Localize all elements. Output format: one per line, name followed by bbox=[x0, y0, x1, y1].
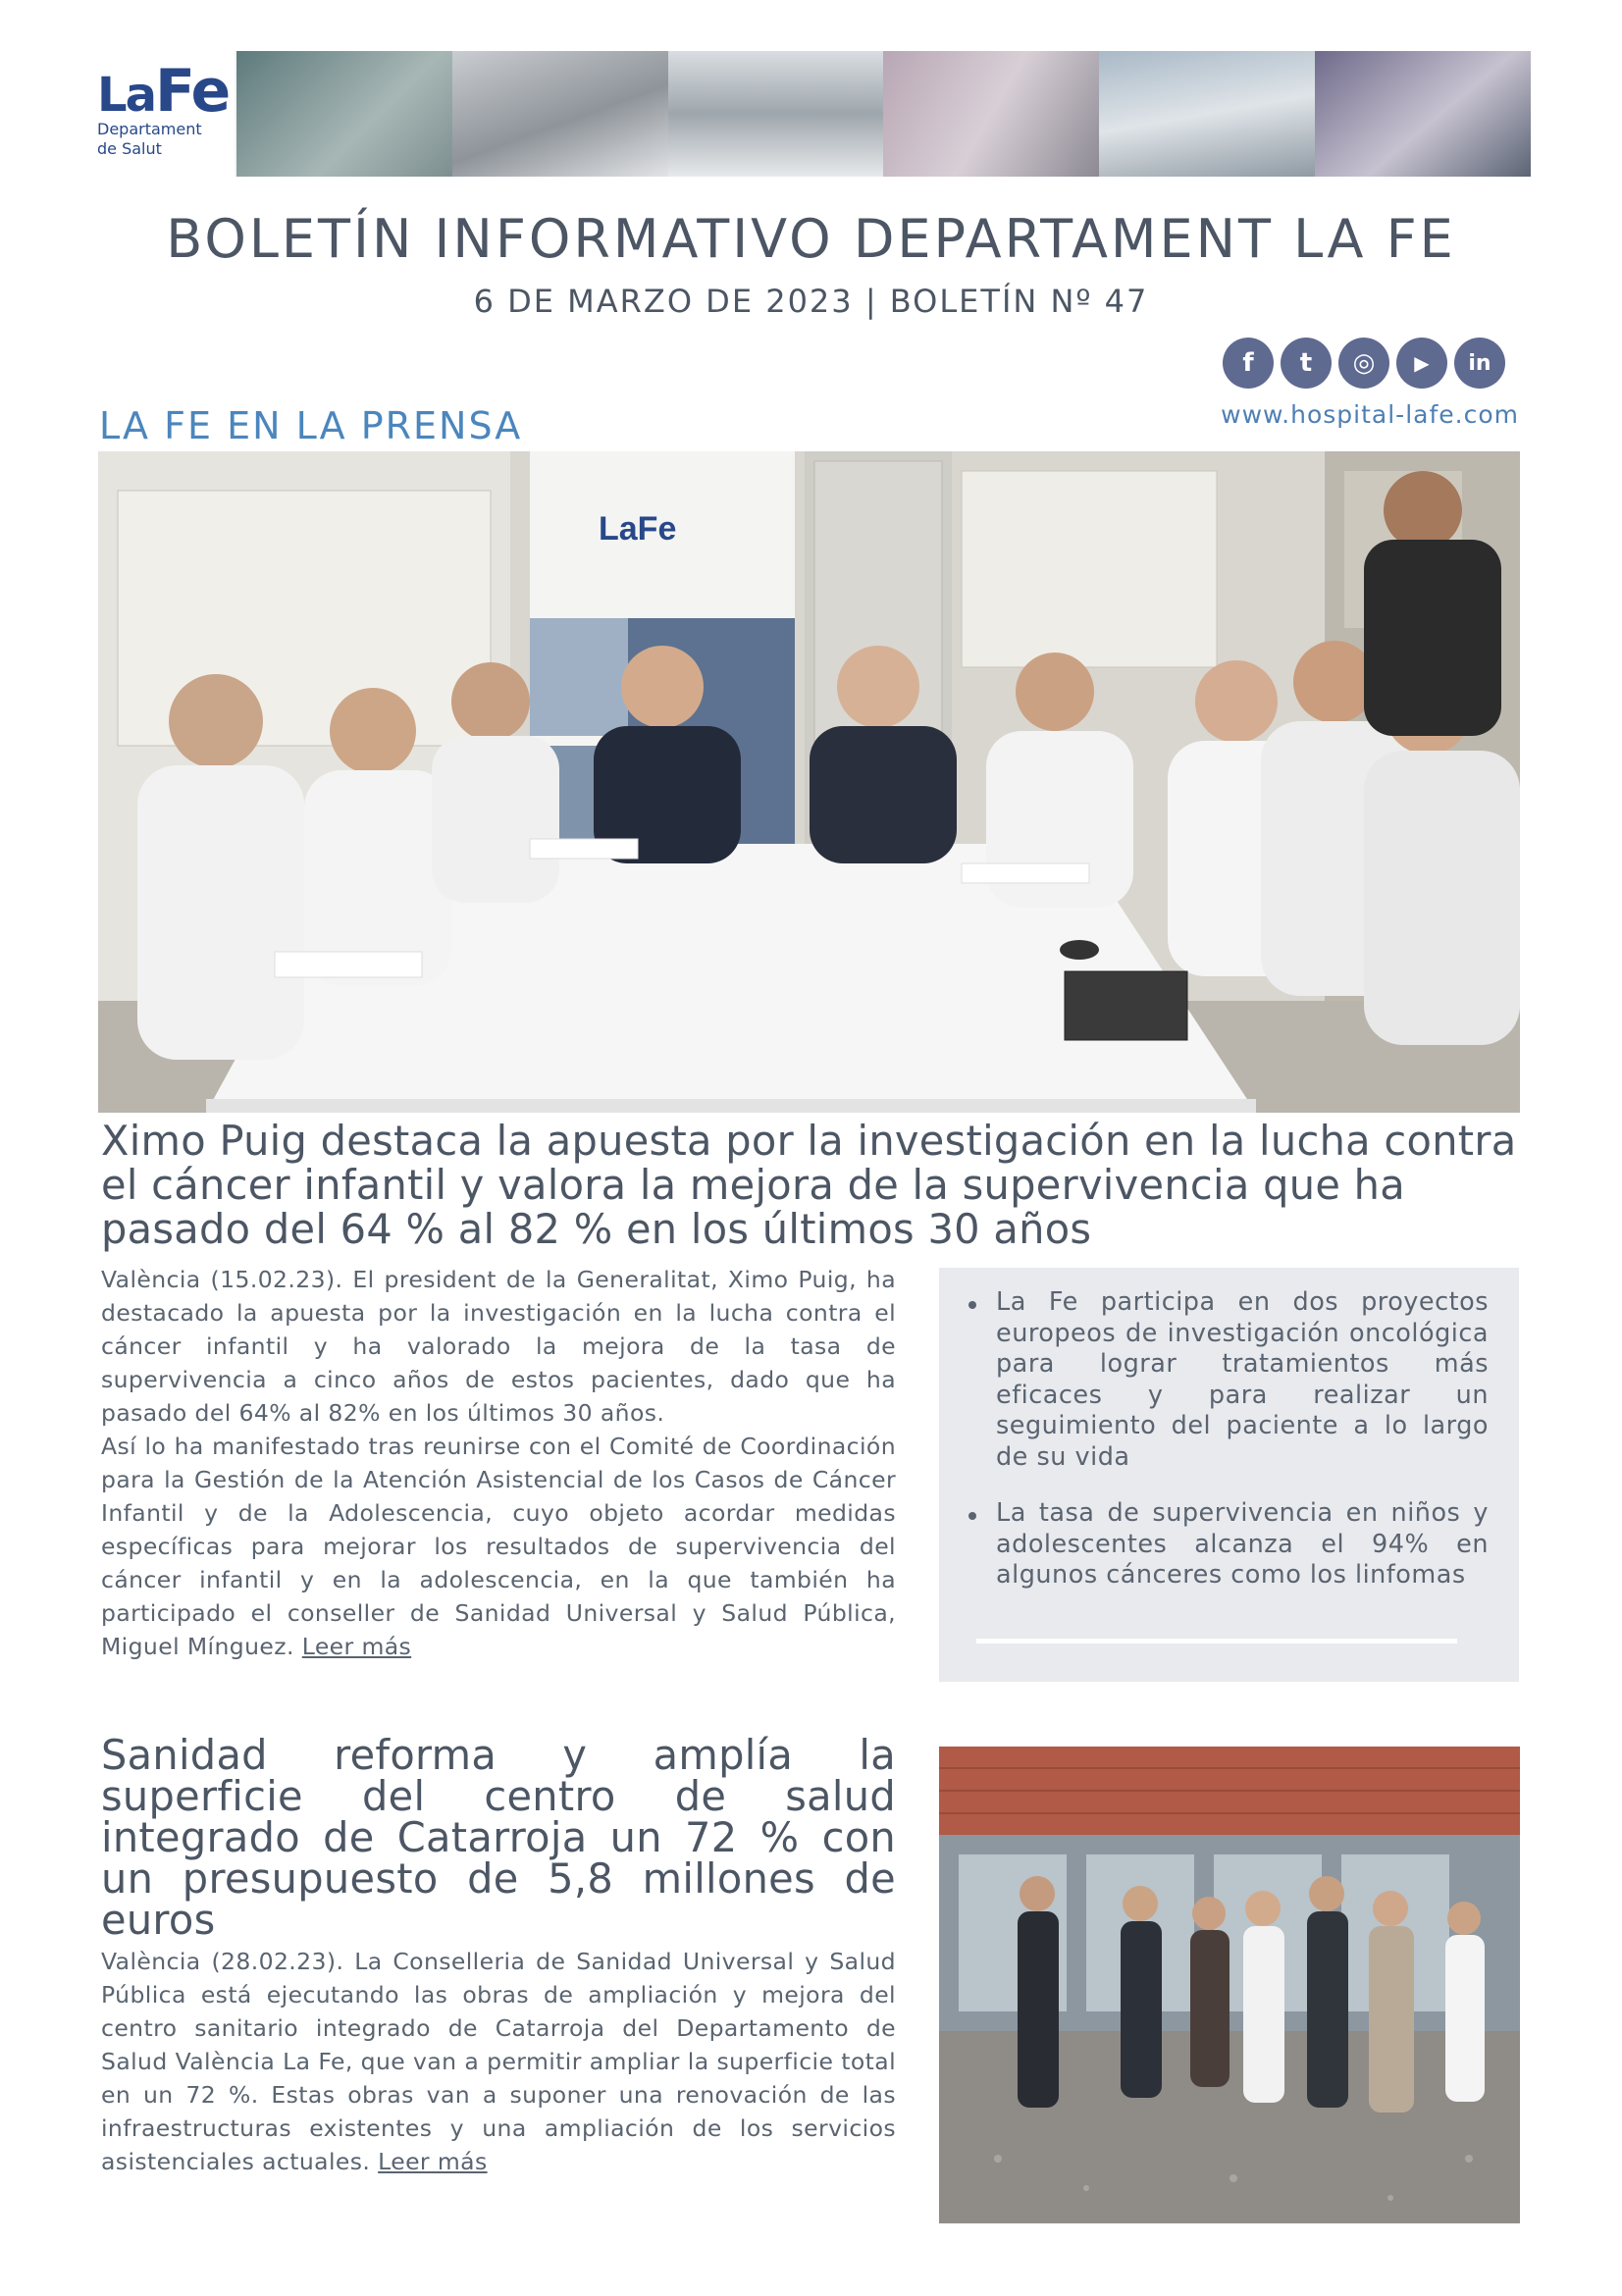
article2-body bbox=[101, 1945, 896, 2178]
banner-photo-surgery bbox=[236, 51, 452, 177]
la-fe-logo[interactable] bbox=[78, 51, 235, 177]
article1-highlights-box bbox=[939, 1268, 1519, 1682]
section-heading: LA FE EN LA PRENSA bbox=[99, 404, 523, 447]
logo-la-text: La bbox=[97, 68, 155, 123]
page-title: BOLETÍN INFORMATIVO DEPARTAMENT LA FE bbox=[166, 208, 1456, 270]
banner-photo-hospital-building bbox=[1099, 51, 1315, 177]
article2-read-more-link[interactable]: Leer más bbox=[378, 2148, 488, 2175]
instagram-icon[interactable]: ◎ bbox=[1338, 338, 1389, 389]
highlights-divider bbox=[976, 1639, 1457, 1644]
banner-photo-lab bbox=[1315, 51, 1531, 177]
highlight-item bbox=[968, 1498, 1489, 1592]
article1-paragraph2 bbox=[101, 1430, 896, 1663]
linkedin-icon[interactable]: in bbox=[1454, 338, 1505, 389]
highlight-item bbox=[968, 1287, 1489, 1473]
logo-wordmark bbox=[97, 57, 229, 126]
logo-sub-line2: de Salut bbox=[97, 139, 162, 158]
article1-body bbox=[101, 1263, 896, 1663]
health-centre-photo-illustration bbox=[939, 1747, 1520, 2223]
bullet-icon bbox=[968, 1301, 976, 1309]
banner-photo-keyboard bbox=[452, 51, 668, 177]
article1-paragraph2-text: Así lo ha manifestado tras reunirse con el Comité de Coordinación para la Gestión de la Atención Asistencial de los Casos de Cáncer Infantil y de la Adolescencia, cuyo objeto acordar medidas específicas para mejorar los resultados de supervivencia del cáncer infantil y en la adolescencia, en la que también ha participado el conseller de Sanidad Universal y Salud Pública, Miguel Mínguez. bbox=[101, 1433, 896, 1660]
website-link[interactable]: www.hospital-lafe.com bbox=[1221, 400, 1519, 429]
social-links bbox=[1223, 338, 1505, 389]
article2-body-text: València (28.02.23). La Conselleria de Sanidad Universal y Salud Pública está ejecutando las obras de ampliación y mejora del centro sanitario integrado de Catarroja del Departamento de Salud València La Fe, que van a permitir ampliar la superficie total en un 72 %. Estas obras van a suponer una renovación de las infraestructuras existentes y una ampliación de los servicios asistenciales actuales. bbox=[101, 1948, 896, 2175]
highlight-text: La Fe participa en dos proyectos europeos de investigación oncológica para lograr tratamientos más eficaces y para realizar un seguimiento del paciente a lo largo de su vida bbox=[996, 1287, 1489, 1472]
meeting-photo bbox=[98, 451, 1520, 1113]
logo-sub-line1: Departament bbox=[97, 120, 202, 138]
svg-text:LaFe: LaFe bbox=[599, 510, 677, 548]
header-banner bbox=[78, 51, 1531, 177]
banner-photo-strip bbox=[236, 51, 1531, 177]
article2-headline[interactable]: Sanidad reforma y amplía la superficie del centro de salud integrado de Catarroja un 72 % con un presupuesto de 5,8 millones de euros bbox=[101, 1731, 896, 1944]
logo-fe-text: Fe bbox=[154, 57, 230, 126]
banner-photo-corridor bbox=[668, 51, 884, 177]
bullet-icon bbox=[968, 1512, 976, 1520]
meeting-photo-illustration bbox=[98, 451, 1520, 1113]
article1-headline[interactable]: Ximo Puig destaca la apuesta por la investigación en la lucha contra el cáncer infantil y valora la mejora de la supervivencia que ha pasado del 64 % al 82 % en los últimos 30 años bbox=[101, 1117, 1517, 1253]
highlights-list bbox=[968, 1287, 1489, 1592]
banner-photo-doctor bbox=[883, 51, 1099, 177]
article1-paragraph1: València (15.02.23). El president de la Generalitat, Ximo Puig, ha destacado la apuesta por la investigación en la lucha contra el cáncer infantil y ha valorado la mejora de la tasa de supervivencia a cinco años de estos pacientes, dado que ha pasado del 64% al 82% en los últimos 30 años. bbox=[101, 1266, 896, 1427]
highlight-text: La tasa de supervivencia en niños y adolescentes alcanza el 94% en algunos cánceres como los linfomas bbox=[996, 1498, 1489, 1590]
facebook-icon[interactable]: f bbox=[1223, 338, 1274, 389]
article1-read-more-link[interactable]: Leer más bbox=[301, 1633, 412, 1660]
youtube-icon[interactable]: ▶ bbox=[1396, 338, 1447, 389]
health-centre-photo bbox=[939, 1747, 1520, 2223]
twitter-icon[interactable]: t bbox=[1281, 338, 1332, 389]
logo-subtitle bbox=[97, 120, 202, 159]
bulletin-date: 6 DE MARZO DE 2023 | BOLETÍN Nº 47 bbox=[473, 283, 1149, 320]
